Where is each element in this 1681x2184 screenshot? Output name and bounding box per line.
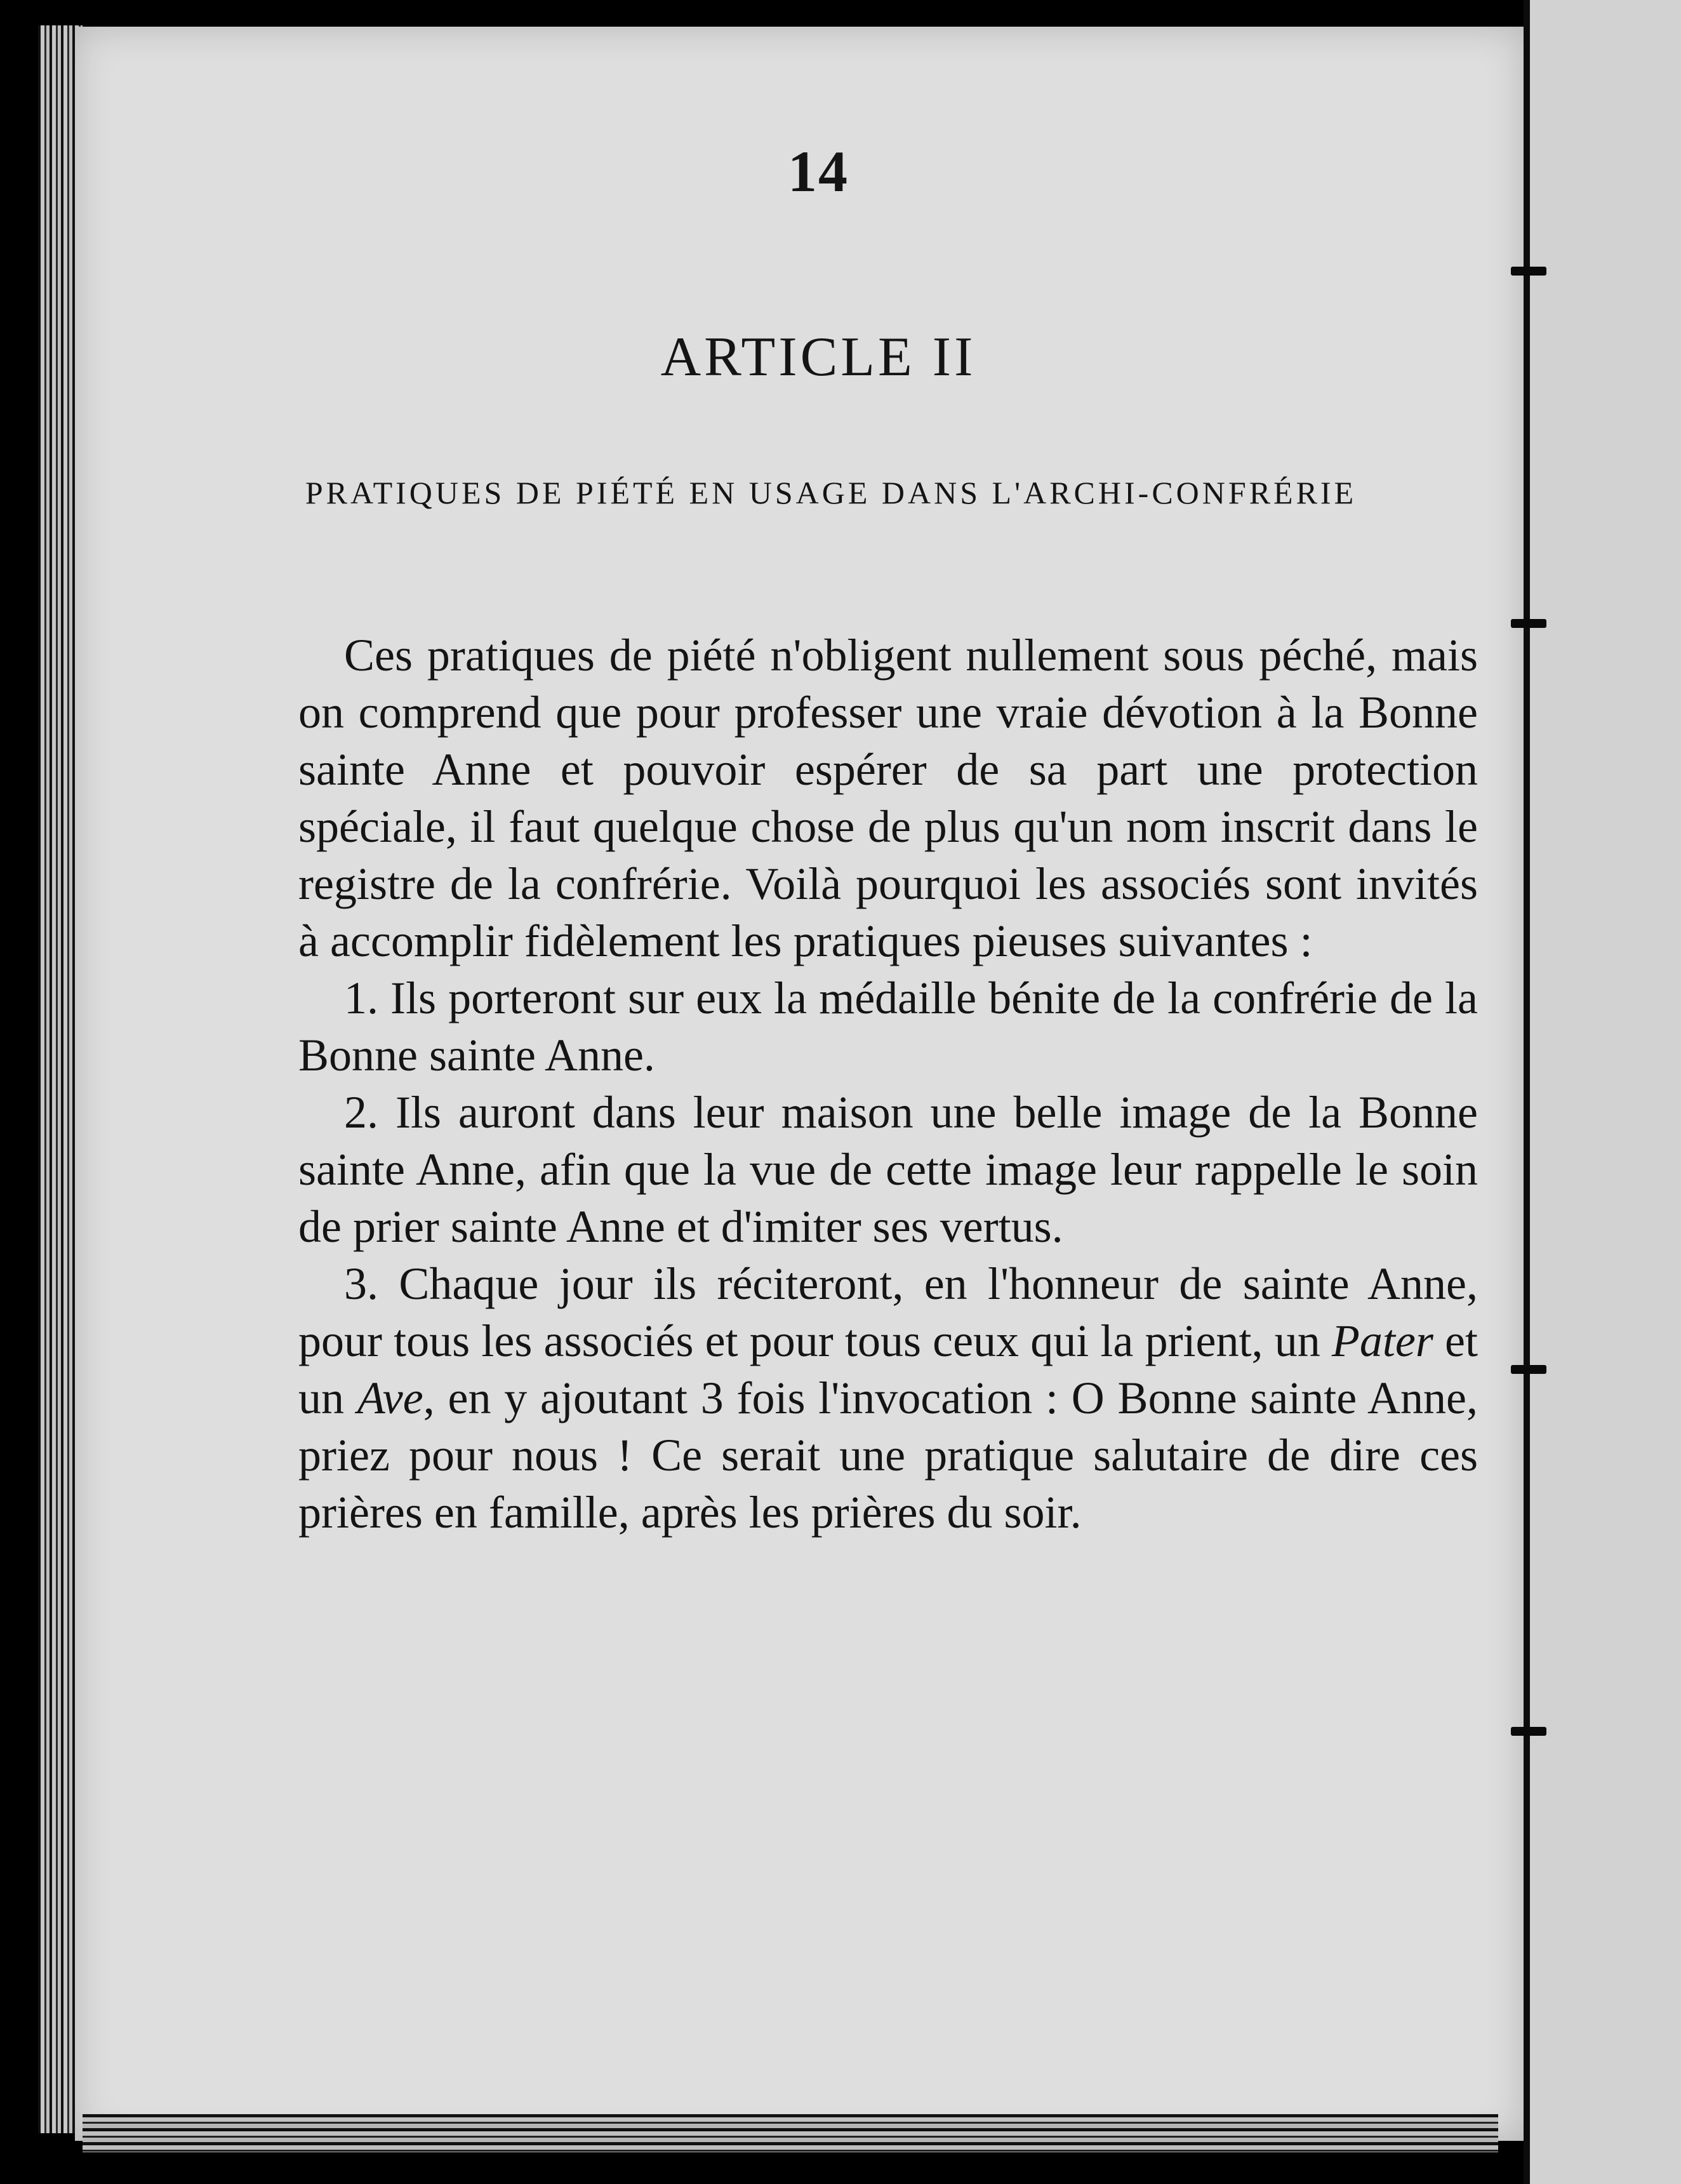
book-page <box>75 27 1524 2141</box>
facing-page <box>1530 0 1681 2184</box>
binding-stitch <box>1511 267 1546 276</box>
section-heading: PRATIQUES DE PIÉTÉ EN USAGE DANS L'ARCHI-CONFRÉRIE <box>305 475 1357 510</box>
page-bottom-edge <box>83 2114 1498 2152</box>
binding-stitch <box>1511 1727 1546 1736</box>
body-text <box>298 627 1478 1541</box>
practice-item-3 <box>298 1255 1478 1541</box>
binding-stitch <box>1511 619 1546 628</box>
practice-item-2: 2. Ils auront dans leur maison une belle image de la Bonne sainte Anne, afin que la vue de cette image leur rappelle le soin de prier sainte Anne et d'imiter ses vertus. <box>298 1087 1478 1252</box>
item-3-text-c: , en y ajoutant 3 fois l'invocation : O Bonne sainte Anne, priez pour nous ! Ce serait une pratique salutaire de dire ces prières en famille, après les prières du soir. <box>298 1373 1478 1538</box>
ave-word: Ave <box>357 1373 423 1423</box>
article-title: ARTICLE II <box>660 326 976 388</box>
item-3-text-b: et un <box>298 1315 1478 1423</box>
practice-item-1: 1. Ils porteront sur eux la médaille bénite de la confrérie de la Bonne sainte Anne. <box>298 973 1478 1081</box>
page-number: 14 <box>788 139 849 204</box>
pater-word: Pater <box>1331 1315 1433 1366</box>
intro-paragraph: Ces pratiques de piété n'obligent nullement sous péché, mais on comprend que pour professer une vraie dévotion à la Bonne sainte Anne et pouvoir espérer de sa part une protection spéciale, il faut quelque chose de plus qu'un nom inscrit dans le registre de la confrérie. Voilà pourquoi les associés sont invités à accomplir fidèlement les pratiques pieuses suivantes : <box>298 630 1478 966</box>
binding-stitch <box>1511 1365 1546 1374</box>
item-3-text-a: 3. Chaque jour ils réciteront, en l'honneur de sainte Anne, pour tous les associés et pour tous ceux qui la prient, un <box>298 1258 1478 1366</box>
